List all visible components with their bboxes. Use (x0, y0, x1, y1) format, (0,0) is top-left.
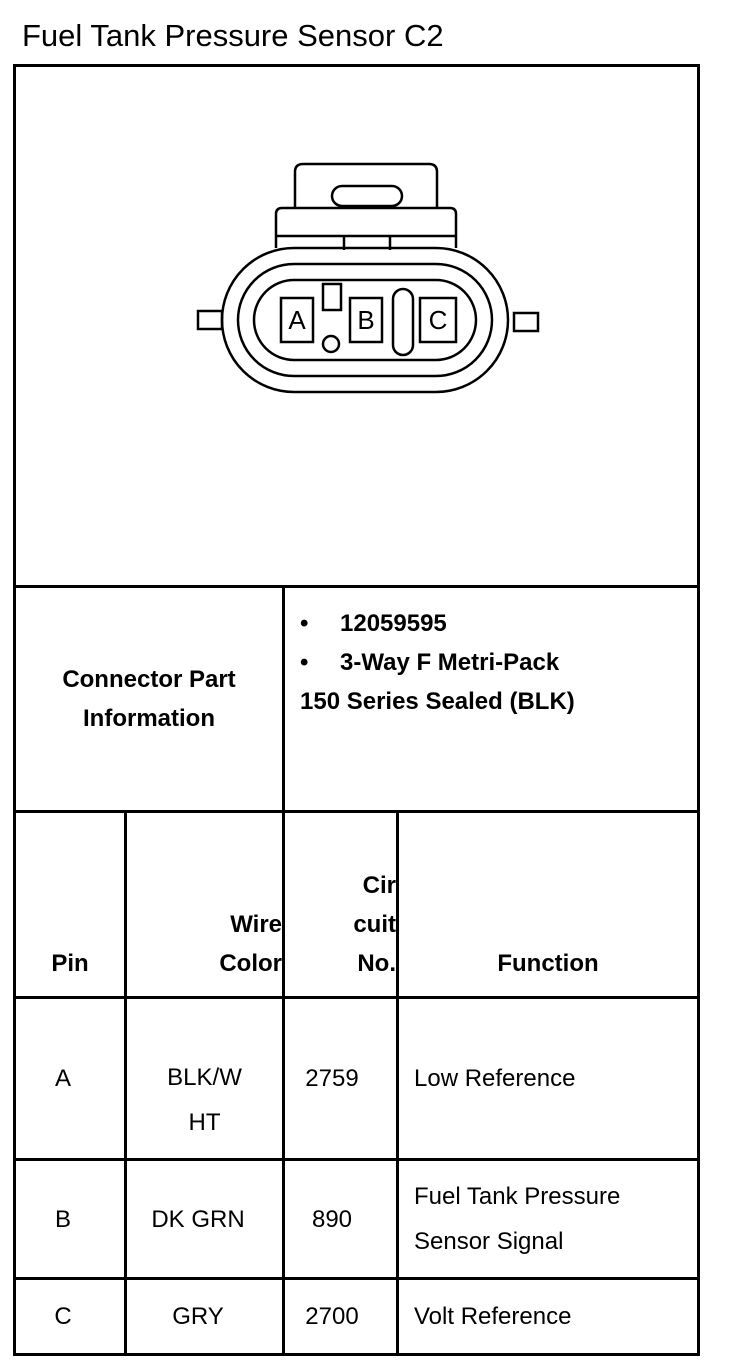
bullet-icon: • (300, 649, 309, 676)
header-wire-line1: Wire (230, 911, 282, 938)
row-b-function (414, 1161, 694, 1277)
center-divider-icon (393, 289, 413, 355)
key-circle-icon (323, 336, 339, 352)
row-b-circuit: 890 (311, 1205, 353, 1233)
frame-bottom-border (13, 1353, 700, 1356)
right-ear-icon (514, 313, 538, 331)
row-a-wire-line1: BLK/W (167, 1064, 242, 1091)
connector-shoulder-icon (276, 208, 456, 248)
connector-description-line2: 150 Series Sealed (BLK) (300, 688, 575, 715)
header-wire-color (127, 813, 282, 983)
row-b-function-line2: Sensor Signal (414, 1228, 564, 1255)
row-a-wire-line2: HT (188, 1109, 221, 1136)
connector-info-label (16, 588, 282, 810)
left-ear-icon (198, 311, 222, 329)
header-function (399, 813, 697, 983)
row-a-function: Low Reference (414, 1065, 576, 1092)
row-c-circuit: 2700 (305, 1303, 359, 1330)
header-pin-label: Pin (51, 950, 89, 977)
row-b-pin: B (54, 1205, 71, 1233)
page-title: Fuel Tank Pressure Sensor C2 (22, 18, 444, 53)
row-c-function: Volt Reference (414, 1303, 572, 1330)
row-a-wire (127, 1055, 282, 1145)
latch-slot-icon (332, 186, 402, 206)
header-pin (16, 813, 124, 983)
row-a-circuit: 2759 (305, 1065, 359, 1092)
header-function-label: Function (497, 950, 599, 977)
pin-label-c: C (428, 305, 448, 335)
row-b-function-line1: Fuel Tank Pressure (414, 1183, 621, 1210)
header-circuit-line1: Cir (362, 872, 396, 899)
key-notch-icon (323, 284, 341, 310)
pin-label-a: A (288, 305, 306, 335)
bullet-icon: • (300, 610, 309, 637)
header-wire-line2: Color (219, 950, 282, 977)
connector-diagram (0, 0, 736, 585)
header-circuit (285, 813, 396, 983)
pin-label-b: B (357, 305, 375, 335)
header-circuit-line3: No. (357, 950, 396, 977)
row-a-pin: A (54, 1065, 71, 1092)
connector-info-label-line1: Connector Part (62, 666, 236, 693)
connector-info-label-line2: Information (83, 705, 215, 732)
connector-info-values (300, 604, 575, 721)
connector-description-line1: 3-Way F Metri-Pack (340, 649, 560, 676)
row-c-wire: GRY (172, 1303, 224, 1330)
header-circuit-line2: cuit (353, 911, 396, 938)
row-b-wire: DK GRN (151, 1205, 245, 1233)
row-c-pin: C (54, 1303, 72, 1330)
part-number: 12059595 (340, 610, 447, 637)
